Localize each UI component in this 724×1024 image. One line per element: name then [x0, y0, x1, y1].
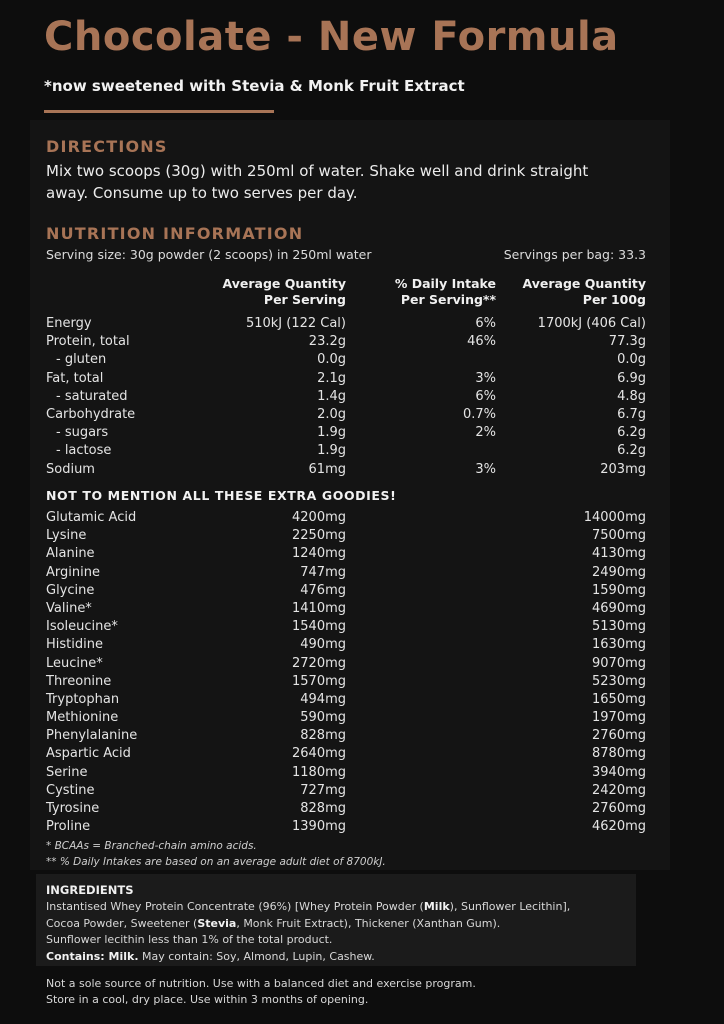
table-row: [46, 443, 646, 461]
storage-notes: [46, 976, 646, 1008]
table-row: [46, 819, 646, 837]
per-100g-value: 2420mg: [592, 782, 646, 798]
per-serving-value: 61mg: [308, 461, 346, 477]
table-row: [46, 407, 646, 425]
per-serving-value: 2720mg: [292, 655, 346, 671]
table-row: [46, 674, 646, 692]
nutrient-name: Tryptophan: [46, 691, 120, 707]
nutrient-name: Lysine: [46, 528, 87, 544]
subtitle: *now sweetened with Stevia & Monk Fruit Extract: [44, 77, 465, 95]
footnote-daily-intake: ** % Daily Intakes are based on an average adult diet of 8700kJ.: [46, 856, 386, 868]
nutrient-name: Histidine: [46, 637, 103, 653]
directions-heading: DIRECTIONS: [46, 137, 168, 156]
nutrient-name: Proline: [46, 819, 91, 835]
per-100g-value: 0.0g: [617, 352, 646, 368]
per-serving-value: 1240mg: [292, 546, 346, 562]
per-serving-value: 490mg: [300, 637, 346, 653]
per-serving-value: 23.2g: [308, 334, 346, 350]
per-serving-value: 476mg: [300, 582, 346, 598]
nutrient-name: Alanine: [46, 546, 95, 562]
nutrient-name: Aspartic Acid: [46, 746, 131, 762]
table-row: [46, 619, 646, 637]
nutrition-heading: NUTRITION INFORMATION: [46, 224, 304, 243]
per-serving-value: 510kJ (122 Cal): [245, 316, 346, 331]
table-row: [46, 510, 646, 528]
directions-text: Mix two scoops (30g) with 250ml of water. Shake well and drink straight away. Consume up to two serves per day.: [46, 162, 589, 202]
table-row: [46, 371, 646, 389]
serving-size: Serving size: 30g powder (2 scoops) in 250ml water: [46, 247, 372, 262]
table-row: [46, 783, 646, 801]
per-100g-value: 6.7g: [617, 406, 646, 422]
per-serving-value: 494mg: [300, 691, 346, 707]
per-serving-value: 828mg: [300, 801, 346, 816]
per-100g-value: 1970mg: [592, 710, 646, 726]
per-serving-value: 4200mg: [292, 510, 346, 525]
accent-divider: [44, 110, 274, 113]
per-100g-value: 6.2g: [617, 425, 646, 441]
nutrient-name: Tyrosine: [46, 801, 100, 816]
ingredients-heading: INGREDIENTS: [46, 883, 134, 897]
table-row: [46, 528, 646, 546]
daily-intake-value: 46%: [467, 334, 496, 350]
per-100g-value: 7500mg: [592, 528, 646, 544]
per-serving-value: 590mg: [300, 710, 346, 726]
nutrient-name: Cystine: [46, 782, 95, 798]
nutrient-name: Protein, total: [46, 334, 130, 350]
nutrition-disclaimer: Not a sole source of nutrition. Use with a balanced diet and exercise program.: [46, 977, 476, 990]
goodies-heading: NOT TO MENTION ALL THESE EXTRA GOODIES!: [46, 488, 397, 503]
per-serving-value: 2.1g: [317, 370, 346, 386]
per-100g-value: 9070mg: [592, 655, 646, 671]
per-serving-value: 1570mg: [292, 673, 346, 689]
per-100g-value: 4620mg: [592, 819, 646, 835]
per-serving-value: 1.4g: [317, 388, 346, 404]
daily-intake-value: 0.7%: [462, 406, 496, 422]
per-serving-value: 1.9g: [317, 425, 346, 441]
per-serving-value: 1180mg: [292, 764, 346, 780]
per-100g-value: 4.8g: [617, 388, 646, 404]
table-row: [46, 710, 646, 728]
nutrient-name: Threonine: [46, 673, 112, 689]
goodies-table: [46, 510, 646, 837]
table-row: [46, 746, 646, 764]
per-100g-value: 5230mg: [592, 673, 646, 689]
per-100g-value: 2490mg: [592, 564, 646, 580]
table-row: [46, 425, 646, 443]
nutrient-name: - gluten: [56, 352, 107, 368]
table-row: [46, 352, 646, 370]
table-row: [46, 316, 646, 334]
nutrient-name: - sugars: [56, 425, 109, 441]
daily-intake-value: 3%: [475, 370, 496, 386]
nutrient-name: Fat, total: [46, 370, 104, 386]
daily-intake-value: 6%: [475, 388, 496, 404]
nutrient-name: - saturated: [56, 388, 128, 404]
nutrient-name: Valine*: [46, 600, 92, 616]
per-serving-value: 828mg: [300, 728, 346, 744]
per-serving-value: 1.9g: [317, 443, 346, 459]
per-100g-value: 5130mg: [592, 619, 646, 635]
nutrient-name: Arginine: [46, 564, 100, 580]
daily-intake-value: 2%: [475, 425, 496, 441]
nutrient-name: - lactose: [56, 443, 112, 459]
table-row: [46, 656, 646, 674]
nutrient-name: Phenylalanine: [46, 728, 138, 744]
nutrient-name: Energy: [46, 316, 92, 331]
per-serving-value: 2250mg: [292, 528, 346, 544]
per-serving-value: 0.0g: [317, 352, 346, 368]
nutrient-name: Leucine*: [46, 655, 103, 671]
per-100g-value: 4690mg: [592, 600, 646, 616]
nutrient-name: Methionine: [46, 710, 119, 726]
table-row: [46, 601, 646, 619]
table-row: [46, 583, 646, 601]
table-row: [46, 728, 646, 746]
per-serving-value: 747mg: [300, 564, 346, 580]
per-100g-value: 6.9g: [617, 370, 646, 386]
table-row: [46, 389, 646, 407]
per-100g-value: 3940mg: [592, 764, 646, 780]
per-serving-value: 727mg: [300, 782, 346, 798]
storage-instructions: Store in a cool, dry place. Use within 3 months of opening.: [46, 993, 369, 1006]
nutrient-name: Glycine: [46, 582, 95, 598]
nutrition-table: [46, 316, 646, 480]
page-title: Chocolate - New Formula: [44, 14, 619, 60]
table-row: [46, 801, 646, 819]
per-100g-value: 1650mg: [592, 691, 646, 707]
serving-info: [46, 247, 646, 262]
nutrient-name: Sodium: [46, 461, 95, 477]
table-row: [46, 546, 646, 564]
col-head-per-serving: Average Quantity Per Serving: [222, 276, 346, 307]
ingredients-text: Instantised Whey Protein Concentrate (96%) [Whey Protein Powder (Milk), Sunflower Lecithin], Cocoa Powder, Sweetener (Stevia, Monk Fruit Extract), Thickener (Xanthan Gum). Sunflower lecithin less than 1% of the total product. Contains: Milk. May contain: Soy, Almond, Lupin, Cashew.: [46, 900, 571, 963]
table-row: [46, 565, 646, 583]
per-serving-value: 1410mg: [292, 600, 346, 616]
daily-intake-value: 3%: [475, 461, 496, 477]
per-100g-value: 4130mg: [592, 546, 646, 562]
per-100g-value: 1630mg: [592, 637, 646, 653]
servings-per-bag: Servings per bag: 33.3: [503, 247, 646, 262]
table-row: [46, 637, 646, 655]
per-serving-value: 1390mg: [292, 819, 346, 835]
per-100g-value: 203mg: [600, 461, 646, 477]
table-row: [46, 765, 646, 783]
per-100g-value: 14000mg: [583, 510, 646, 525]
per-100g-value: 1590mg: [592, 582, 646, 598]
per-100g-value: 6.2g: [617, 443, 646, 459]
daily-intake-value: 6%: [475, 316, 496, 331]
per-serving-value: 2640mg: [292, 746, 346, 762]
table-row: [46, 692, 646, 710]
per-100g-value: 2760mg: [592, 801, 646, 816]
nutrient-name: Carbohydrate: [46, 406, 136, 422]
col-head-per-100g: Average Quantity Per 100g: [522, 276, 646, 307]
per-serving-value: 1540mg: [292, 619, 346, 635]
per-100g-value: 1700kJ (406 Cal): [537, 316, 646, 331]
nutrient-name: Serine: [46, 764, 88, 780]
table-row: [46, 462, 646, 480]
nutrient-name: Glutamic Acid: [46, 510, 137, 525]
col-head-daily-intake: % Daily Intake Per Serving**: [394, 276, 496, 307]
per-100g-value: 2760mg: [592, 728, 646, 744]
table-row: [46, 334, 646, 352]
nutrient-name: Isoleucine*: [46, 619, 118, 635]
footnote-bcaa: * BCAAs = Branched-chain amino acids.: [46, 840, 257, 852]
per-serving-value: 2.0g: [317, 406, 346, 422]
per-100g-value: 8780mg: [592, 746, 646, 762]
per-100g-value: 77.3g: [608, 334, 646, 350]
